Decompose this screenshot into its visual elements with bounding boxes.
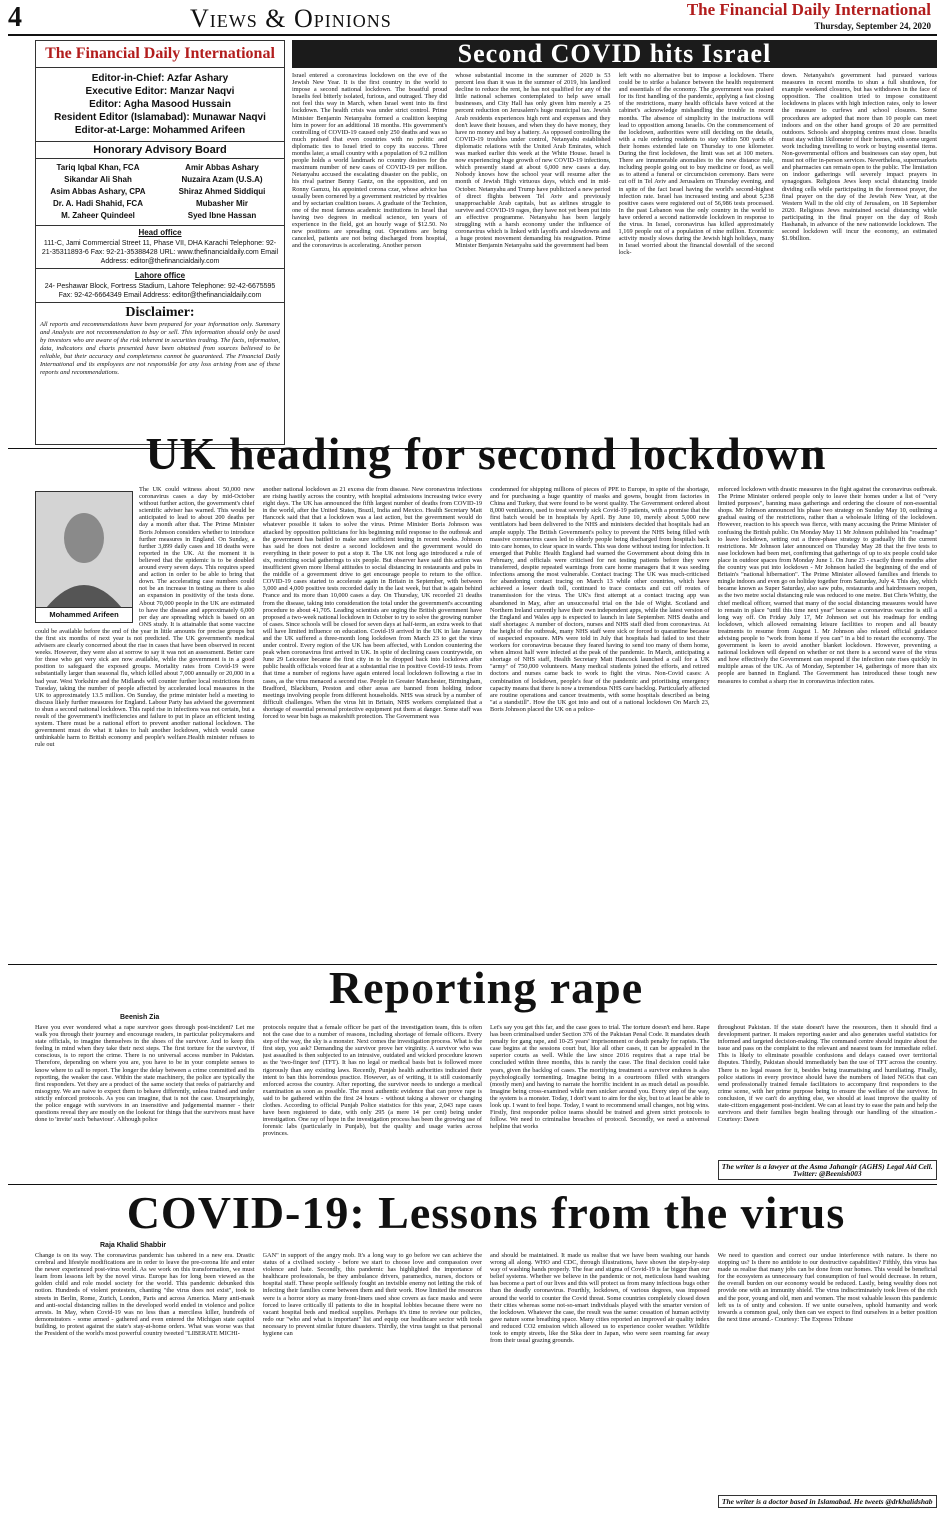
article-column: Have you ever wondered what a rape survivor goes through post-incident? Let me walk you through their journey and encourage readers, in particular policymakers and state officials, to imagine themselves in the shoes of the survivor. And to keep this feeling in mind when they take their next steps. The first torture for the survivor, if conscious, is to report the crime. There is no universal access number in Pakistan. Therefore, depending on where you are, you have to be in your complete senses to know where to call to report. The longer the delay between a crime committed and its reporting, the weaker the case. Within the state machinery, the police are typically the first responders. Yet they are a product of the same society that reeks of patriarchy and misogyny. We are naive to expect them to behave differently, unless trained and under strictly enforced protocols. As you can imagine, that is not the case. Unsurprisingly, the police engage with survivors in an insensitive and judgemental manner - their questions reveal they are mostly on the lookout for things that the survivors must have done to 'invite' such 'behaviour'. Although police (35, 1024, 255, 1124)
article-column-text: The UK could witness about 50,000 new coronavirus cases a day by mid-October without further action, the government's chief scientific adviser has warned. This would be anticipated to lead to about 200 deaths per day a month after that. The Prime Minister Boris Johnson considers whether to introduce further measures in England. On Sunday, a further 3,899 daily cases and 18 deaths were reported in the UK. At the moment it is believed that the epidemic is to be doubled around every seven days. This requires speed and action in order to be able to bring that down. The accelerating case numbers could not be an increase in testing as there is also an expansion in positivity of the tests done. About 70,000 people in the UK are estimated to have the disease and approximately 6,000 per day are spreading which is based on an ONS study. It is attainable that some vaccine could be available before the end of the year in little amounts for precise groups but the first six months of next year is not predicted. The UK government's medical advisers are clearly concerned about the rise in cases that have been observed in recent weeks. However, they were also at sorrow to say it was not an assessment. Better care for those who get very sick are now available, while the government is in a good position to safeguard the exposed groups. Mortality rates from Covid-19 were substantially larger than seasonal flu, which killed about 7,000 annually or 20,000 in a bad year. West Yorkshire and the Midlands will counter further local restrictions from Tuesday, taking the number of people affected by accelerated local measures in the UK to approximately 13.5 million. On Sunday, the prime minister held a meeting to discuss likely further measures for England. Labour Party has advised the government to shun a second national lockdown. This rapid rise in infections was not certain, but a result of the government's inefficiencies and failure to put in place an efficient testing system. There must be a national effort to prevent another national lockdown. The government must do what it takes to halt another lockdown, which would cause unthinkable harm to British economy and people's welfare.Health minister refuses to rule out (35, 486, 255, 749)
paper-name: The Financial Daily International (686, 0, 931, 19)
masthead-title: The Financial Daily International (36, 41, 284, 68)
page-number: 4 (8, 2, 22, 33)
article-column (718, 1252, 938, 1508)
lahore-office (36, 268, 284, 302)
article2-headline: UK heading for second lockdown (145, 428, 827, 479)
head-office (36, 225, 284, 268)
article-column: GAN" in support of the angry mob. It's a long way to go before we can achieve the status of a civilised society - before we start to choose love and compassion over violence and hate. Secondly, this pandemic has highlighted the importance of healthcare professionals, be they ambulance drivers, paramedics, nurses, doctors or hospital staff. These people selflessly fought an invisible enemy not letting the risk of infecting their families come between them and their work. How limited the resources were is a horror story as many front-liners used shoe covers as face masks and were forced to leave critically ill patients to die in hospital lobbies because there were no vacant hospital beds and medical supplies. Perhaps it's time to review our policies, redo our "who and what is important" list and equip our healthcare sector with tools necessary to prevent similar future disasters. Thirdly, the virus taught us that personal hygiene can (262, 1252, 482, 1338)
editor-line: Editor-at-Large: Mohammed Arifeen (74, 125, 246, 136)
lahore-office-title: Lahore office (134, 271, 186, 280)
article-column-text: throughout Pakistan. If the state doesn't have the resources, then it should find a development partner. It makes reporting easier and also generates useful statistics for informed and targeted decision-making. The command centre should inquire about the issue and pass on the complaint to the relevant and nearest team for immediate relief. This is likely to eliminate possible confusions and delays caused over territorial disputes. Thirdly, Pakistan should immediately ban the use of TFT across the country. There is no legal reason for it, besides being traumatising and humiliating. Finally, police stations in every province should have the numbers of listed NGOs that can send professionally trained female facilitators to accompany first responders to the crime scene, with her prime purpose being to ensure the welfare of the survivor. In conclusion, if we can't do anything else, we should at least improve the quality of state-citizen engagement post-incident. We can at least try to ease the pain and help the survivors and their families begin healing through our handling of the situation.-Courtesy: Dawn (717, 1024, 937, 1124)
board-member: Tariq Iqbal Khan, FCA (56, 163, 140, 172)
article-column: another national lockdown as 21 excess die from disease. New coronavirus infections are rising hastily across the country, with hospital admissions increasing twice every eight days. The UK has announced the fifth largest number of deaths from COVID-19 in the world, after the United States, Brazil, India and Mexico. Health Secretary Matt Hancock said that that a lockdown was a last action, but the government would do whatever possible it takes to solve the virus. Prime Minister Boris Johnson was attacked by opposition politicians for his beginning mild response to the outbreak and the government has battled to make sure sufficient testing in recent weeks. Johnson has said he does not desire a second lockdown and the government would do everything in their power to put a stop it. The UK not long ago introduced a rule of six, restricting social gatherings to six people. But observer have said this action was insufficient given more liberal attitudes to social distancing in restaurants and pubs in the middle of a government drive to get encourage people to return to the office. COVID-19 cases started to accelerate again in Britain in September, with between 3,000 and 4,000 positive tests recorded daily in the last week, but that is again behind France and its more than 10,000 cases a day. On Thursday, UK recorded 21 deaths from the disease, taking into consideration the total under the government's accounting procedure to about 41,705. Leading scientists are urging the British government have proposed a two-week national lockdown in October to try to solve the growing number of cases. Since schools will be closed for seven days at half-term, an extra week to that will have limited influence on education. Covid-19 arrived in the UK in late January and the UK suffered a three-month long lockdown from March 23 to get the virus under control. Every region of the UK has been affected, with London countering the peak when coronavirus first arrived in UK. In spite of declining cases countrywide, on June 29 Leicester became the first city in to be dropped back into lockdown after public health officials voiced fear at a substantial rise in positive Covid-19 tests. From that time a number of regions have again entered local lockdown following a rise in cases, as the virus menaced a second rise. People in Greater Manchester, Birmingham, Bradford, Blackburn, Preston and other areas are banned from holding indoor meetings involving people from different households. NHS was struck by a number of difficult challenges. When the virus hit in Britain, NHS workers complained that a shortage of essential personal protective equipment put them at danger. Some staff was forced to wear bin bags as makeshift protection. The Government was (262, 486, 482, 720)
disclaimer-text: All reports and recommendations have been prepared for your information only. Summary and Analysis are not recommendation to buy or sell. This information should only be used by investors who are aware of the risk inherent in securities trading. The facts, information, data, indicators and charts presented have been obtained from sources believed to be reliable, but their accuracy and completeness cannot be guaranteed. The Financial Daily International and its employees are not responsible for any loss arising from use of these reports and recommendations. (40, 321, 280, 376)
article-column: down. Netanyahu's government had pursued various measures in recent months to shun a full shutdown, for example weekend closures, but has withdrawn in the face of opposition. The coalition tried to impose constituent lockdowns in places with high infection rates, only to lower the measure to curfews and school closures. Some procedures are adopted that more than 10 people can meet indoors and on the other hand groups of 20 are permitted outdoors. Schools and shopping centres must close. Israelis must stay within 1kilometer of their homes, with some urgent work including travelling to work or buying essential items. Non-governmental offices and businesses can stay open, but must not offer in-person services. Nevertheless, supermarkets and pharmacies can remain open to the public. The limitation on indoor gatherings will severely impact prayers in synagogues. Religious Jews keep social distancing inside dividing cells while participating in the foremost prayer, the final prayer on the day of the Jewish New Year, at the Western Wall in the old city of Jerusalem, on 18 September 2020. Religious Jews maintained social distancing while participating in the final prayer on the day of Rosh Hashanah, in advance of the new nationwide lockdown. The second lockdown will incur the economy, an estimated $1.9billion. (781, 72, 937, 243)
board-member: Sikandar Ali Shah (64, 175, 132, 184)
head-office-title: Head office (138, 228, 182, 237)
article-column: Israel entered a coronavirus lockdown on the eve of the Jewish New Year. It is the first country in the world to impose a second national lockdown. The boastful proud Israelis feel bitterly isolated, furious, and outraged. They did not feel this way in March, when Israel went into its first lockdown. The health crisis was under strict control. Prime Minister Benjamin Netanyahu formed a coalition keeping him in power for an additional 18 months. His government's controlling of COVID-19 caused only 250 deaths and was so much praised that even countries with no politic and diplomatic ties to Israel tried to copy its success. Three months later, a small country with a population of 9.2 million people holds a world landmark no country desires for the maximum number of new cases of COVID-19 per million. Netanyahu accused the escalating disaster on the public, on his rival partner Benny Gantz, on the opposition, and on Ronny Gamzu, his appointed corona czar, whose advice has usually been cornered by a government restricted by rivalries and by sectarian coalition issues. A graduate of the Technion, one of the most famous academic institutions in Israel that having two degrees in medical science, ten years of experience in the field, got an hourly wage of $12.50. No new positions are spreading out. Operations are being canceled, patients are not being discharged from hospital, and the coronavirus is accelerating. Another person (292, 72, 448, 250)
board-member: Shiraz Ahmed Siddiqui (178, 187, 266, 196)
header-rule (8, 34, 937, 36)
article4-headline: COVID-19: Lessons from the virus (126, 1187, 846, 1238)
board-member: Nuzaira Azam (U.S.A) (181, 175, 263, 184)
advisory-board-list (36, 159, 284, 225)
article-column (718, 1024, 938, 1180)
article3-body (35, 1024, 937, 1180)
article-column: Let's say you get this far, and the case goes to trial. The torture doesn't end here. Rape has been criminalised under Section 376 of the Pakistan Penal Code. It mandates death penalty for gang rape, and 10-25 years' imprisonment or death penalty for rapists. The case begins at the sessions court but, like all other cases, it can be appealed in the superior courts as well. While the law since 2016 requires that a rape trial be concluded within three months, this is rarely the case. The final decision could take years, given the backlog of cases. The mortifying treatment a survivor endures is also psychologically tormenting. Imagine being in a courtroom filled with strangers (mostly men) and having to narrate the horrific incident in as much detail as possible. Imagine being cross-examined while men snicker around you. Every step of the way, the system is a monster. Today, I don't want to aim for the sky, but to at least be able to look up. I want to feel hope. Today, I want to recommend small changes, not big wins. Firstly, first responder police teams should be trained and given strict protocols to follow. We need to criminalise breaches of protocol. Secondly, we need a universal helpline that works (490, 1024, 710, 1131)
article4-byline: Raja Khalid Shabbir (100, 1242, 167, 1249)
section-divider (8, 1184, 937, 1185)
board-member: Syed Ibne Hassan (187, 211, 257, 220)
article1-body (292, 72, 937, 444)
board-member: Asim Abbas Ashary, CPA (50, 187, 146, 196)
article-column: condemned for shipping millions of pieces of PPE to Europe, in spite of the shortage, and for purchasing a huge quantity of masks and gowns, bought from factories in China and Turkey, that were found to be worst quality. The Government ordered about 8,000 ventilators, used to treat severely sick Covid-19 patients, with a promise that the first batch would be in hospitals by April. By June 10, merely about 5,000 new ventilators had been delivered to the NHS and ministers decided that hospitals had an ample supply. The British Government's policy to prevent the NHS being filled with massive coronavirus cases led to elderly people being discharged from hospitals back into care homes, to clear space in wards. This was done without testing for infection. It emerged that Public Health England had warned the Government about doing this in February, and officials were criticised for not testing patients before they were transferred, despite repeated warnings from care home managers that it was seeding infections among the most vulnerable. Contact tracing: The UK was much-criticised for abandoning contact tracing on March 13 while other countries, which have achieved a lower death toll, continued to trace contacts and cut off routes of transmission for the virus. The UK's first attempt at a contact tracing app was abandoned in May, after an unsuccessful trial on the Isle of Wight. Scotland and Northern Ireland currently have their own independent apps, while the latest version of the England and Wales app is expected to launch in late September. NHS deaths and staff shortages: A number of doctors, nurses and NHS staff died from coronavirus. At the height of the outbreak, many NHS staff were sick or forced to quarantine because of suspected exposure. MPs were told in July that hospitals had failed to test their workers for coronavirus because they feared having to send too many of them home, when almost half were infected at the peak of the pandemic. In March, anticipating a shortage of NHS staff, Health Secretary Matt Hancock launched a call for a UK "army" of 750,000 volunteers. Many medical students joined the efforts, and retired doctors and nurses came back to work to fight the virus. Non-Covid cases: A combination of lockdown, people's fear of the pandemic and prioritising emergency capacity means that there is now a tremendous NHS care backlog. Particularly affected are routine operations and cancer treatments, with some hospitals described as being "at a standstill". How the UK got into and out of a national lockdown On March 23, Boris Johnson placed the UK on a police- (490, 486, 710, 713)
article-column: enforced lockdown with drastic measures in the fight against the coronavirus outbreak. The Prime Minister ordered people only to leave their homes under a list of "very limited purposes", banning mass gatherings and ordering the closure of non-essential shops. Mr Johnson announced his phase two strategy on Sunday May 10, outlining a gradual easing of the restrictions, rather than a wholesale lifting of the lockdown. However, reaction to his speech was fierce, with many accusing the Prime Minister of confusing the British public. On Monday May 11 Mr Johnson published his "roadmap" to leave lockdown, setting out a three-phase strategy to gradually lift the current restrictions. Mr Johnson later announced on Thursday May 28 that the five tests to ease lockdown had been met, confirming that gatherings of up to six people could take place in outdoor spaces from Monday June 1. On June 23 - exactly three months after the country was put into lockdown - Mr Johnson hailed the beginning of the end of Britain's "national hibernation". The Prime Minister allowed families and friends to mingle indoors and even go on holiday together from Saturday, July 4. This day, which became known as Super Saturday, also saw pubs, restaurants and hairdressers reopen, as the two metre social distancing rule was reduced to one metre. But Chris Whitty, the chief medical officer, warned that many of the social distancing measures would have to remain in place "until this time next year" because a coronavirus vaccine is still a long way off. On Friday July 17, Mr Johnson set out his roadmap for ending lockdown, which allowed remaining leisure facilities to reopen and all beauty treatments to resume from August 1. Mr Johnson also relaxed official guidance advising people to "work from home if you can" in a bid to restart the economy. The government is keen to avoid another blanket lockdown. However, preventing a national lockdown will depend on whether or not there is a second wave of the virus and how effectively the Government can respond if the infection rate rises quickly in multiple areas of the UK. As of Monday, September 14, gatherings of more than six people are banned in England. The Government has introduced these tough new measures to combat a sharp rise in coronavirus infection rates. (717, 486, 937, 685)
board-member: Mubasher Mir (195, 199, 248, 208)
article-column: Change is on its way. The coronavirus pandemic has ushered in a new era. Drastic cerebral and lifestyle modifications are in order to leave the pre-corona life and enter the newer experienced post-virus world. As we work on this transformation, we must learn from lessons left by the novel virus. Europe has for long been viewed as the golden child and role model society for the world. This pandemic debunked this notion. Hundreds of violent protesters, chanting "the virus does not exist", took to streets in Berlin, Rome, Zurich, London, Paris and across America. Many anti-mask and anti-social distancing rallies in the developed world ended in violence and police arrests. In May, when Covid-19 was no less than a merciless killer, hundreds of demonstrators - some armed - gathered and even entered the Michigan state capitol building, to protest against the state's stay-at-home orders. What was worse was that the President of the world's most powerful country tweeted "LIBERATE MICHI- (35, 1252, 255, 1338)
editors-list (36, 68, 284, 137)
author-note: The writer is a doctor based in Islamabad. He tweets @drkhalidshab (718, 1495, 938, 1508)
board-member: M. Zaheer Quindeel (61, 211, 135, 220)
disclaimer-title: Disclaimer: (125, 305, 195, 320)
editor-line: Resident Editor (Islamabad): Munawar Naqvi (54, 112, 266, 123)
article-column (35, 486, 255, 962)
issue-date: Thursday, September 24, 2020 (814, 21, 931, 31)
editor-line: Editor-in-Chief: Azfar Ashary (91, 73, 229, 84)
article2-body (35, 486, 937, 962)
photo-spacer (35, 486, 139, 624)
author-note: The writer is a lawyer at the Asma Jahangir (AGHS) Legal Aid Cell. Twitter: @Beenish003 (718, 1160, 938, 1180)
article-column-text: We need to question and correct our undue interference with nature. Is there no stopping us? Is there no antidote to our destructive capabilities? Fifthly, this virus has made us realise that many jobs can be done from our homes. This would be beneficial for the ecosystem as unnecessary fuel consumption of fuel would decrease. In return, the overall burden on our economy would be reduced. Lastly, being wealthy does not provide one with an immunity shield. The virus indiscriminately took lives of the rich and the poor, young and old, men and women. The most valuable lesson this pandemic left us is of unity and cohesion. If we unite ourselves, uphold humanity and work towards a common goal, only then can we expect to find ourselves in a better position the next time around.- Courtesy: The Express Tribune (717, 1252, 937, 1323)
board-member: Dr. A. Hadi Shahid, FCA (53, 199, 143, 208)
article-column: protocols require that a female officer be part of the investigation team, this is often not the case due to a number of reasons, including shortage of female officers. Every step of the way, the sky is a monster. Next comes the investigation process. What is the first step, you ask? Demanding the survivor prove her virginity. A survivor who was just assaulted is then subjected to an intrusive, outdated and wicked procedure known as the 'two-finger test' (TFT). It has no legal or medical basis but is followed more rigorously than any existing laws. Recently, Punjab health authorities indicated their intent to ban this horrendous practice. However, as of writing, it is still customarily enforced across the country. After reporting, the survivor needs to undergo a medical examination as soon as possible. The most authentic evidence that can prove rape is said to be gathered within the first 24 hours - without taking a shower or changing clothes. According to official Punjab Police statistics for this year, 2,043 rape cases have been registered to date, with only 295 (a mere 14 per cent) being under investigation. One ray of hope in the investigation process has been the growing use of forensic labs (particularly in Punjab), but the quality and usage varies across provinces. (262, 1024, 482, 1138)
article1-headline: Second COVID hits Israel (292, 40, 937, 68)
article3-headline: Reporting rape (328, 962, 644, 1013)
article-column: left with no alternative but to impose a lockdown. There could be to strike a balance between the health requirement and essentials of the economy. The government was praised for its first handling of the pandemic, applying a fast closing of the restrictions, many health officials have voiced at the cabinet's acknowledge mishandling the trouble in recent months. The absence of simplicity in the instructions will lead to opposition among Israelis. On the commencement of the lockdown, authorities were still deciding on the details, with a rule ordering residents to stay within 500 yards of their homes extended late on Thursday to one kilometer. During the first lockdown, the limit was set at 100 meters. There are innumerable anomalies to the new distance rule, including people going out to buy medicine or food, as well as to attend a funeral or circumcision ceremony. Bars were cut off in Tel Aviv and Jerusalem on Thursday evening, and in spite of the fact Israel having the world's second-highest infection rate. Israel has increased testing and about 5,238 positive cases were registered out of 56,986 tests processed. In the past Lebanon was the only country in the world to have ordered a second nationwide lockdown in response to the virus. In Israel, coronavirus has killed approximately 1,169 people out of a population of nine million. Economic activity mostly slows during the Jewish high holidays, many in Israel worried about the financial downfall of the second lock- (618, 72, 774, 257)
section-title: Views & Opinions (190, 4, 392, 33)
advisory-board-title: Honorary Advisory Board (36, 141, 284, 159)
article-column: and should be maintained. It made us realise that we have been washing our hands wrong all along. WHO and CDC, through illustrations, have shown the step-by-step way of washing hands properly. The fear and stigma of Covid-19 is far bigger than our belief systems. Whether we believe in the pandemic or not, meticulous hand washing has become a part of our lives and this will protect us from many infectious bugs other than the deadly coronavirus. Fourthly, lockdown, of various degrees, was imposed around the world to counter the Covid threat. Some countries completely closed down their cities whereas some not-so-smart individuals played with the smarter version of the lockdown. Whatever the case, the result was the same: cessation of human activity gave nature some breathing space. Many cities reported an improved air quality index and reduced CO2 emission which allowed us to experience cooler weather. Wildlife took to empty streets, like the Sika deer in Japan, who were seen roaming far away from their usual grazing grounds. (490, 1252, 710, 1345)
head-office-address: 111-C, Jami Commercial Street 11, Phase VII, DHA Karachi Telephone: 92-21-35311893-6 Fax: 92-21-35388428 URL: www.thefinancialdaily.com Email Address: editor@thefinancialdaily.com (41, 240, 279, 265)
masthead-box (35, 40, 285, 445)
editor-line: Editor: Agha Masood Hussain (89, 99, 231, 110)
board-member: Amir Abbas Ashary (185, 163, 259, 172)
lahore-office-address: 24- Peshawar Block, Fortress Stadium, Lahore Telephone: 92-42-6675595 Fax: 92-42-6664349 Email Address: editor@thefinancialdaily.com (44, 283, 276, 299)
article3-byline: Beenish Zia (120, 1014, 160, 1021)
editor-line: Executive Editor: Manzar Naqvi (85, 86, 235, 97)
article4-body (35, 1252, 937, 1508)
article-column: whose substantial income in the summer of 2020 is 53 percent less than it was in the summer of 2019, his landlord decline to reduce the rent, he has not qualified for any of the little national schemes contemplated to help save small businesses, and City Hall has only given him merely a 25 percent reduction on Jerusalem's huge municipal tax. Jewish Arab residents experiences high rent and expenses and they don't leave their houses, and when they do have money, they have no money and buy a battery. As opposed controlling the COVID-19 troubles under control, Netanyahu established diplomatic relations with the United Arab Emirates, which was marked earlier this week at the White House. Israel is now experiencing huge growth of new COVID-19 infections, which presently stand at about 6,000 new cases a day. Nobody knows how the school year will resume after the month of Jewish High virtuous days, which end in mid-October. Netanyahu and Trump have publicized a new period of direct flights between Tel Aviv and previously unapproachable Arab capitals, but as airlines struggle to survive and COVID-19 rages, they have not yet been put into an effective programme. Netanyahu has been largely struggling with a harsh economy under the influence of coronavirus which is linked with layoffs and slowdowns and a huge protest movement demanding his resignation. Prime Minister Benjamin Netanyahu said the government had been (455, 72, 611, 250)
disclaimer (36, 302, 284, 379)
photo-caption: Mohammed Arifeen (36, 607, 132, 622)
